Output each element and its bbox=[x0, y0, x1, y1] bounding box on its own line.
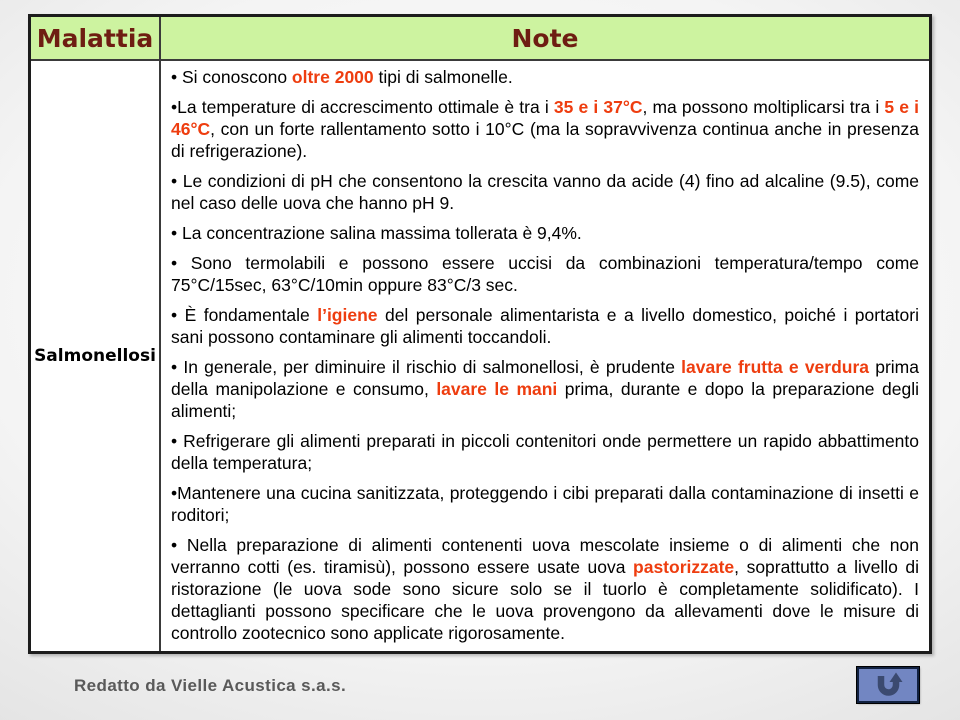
note-text: , ma possono moltiplicarsi tra i bbox=[642, 97, 885, 117]
note-paragraph bbox=[171, 170, 919, 214]
note-highlight-text: 5 e i 46°C bbox=[171, 97, 919, 139]
note-paragraph bbox=[171, 356, 919, 422]
note-text: •Mantenere una cucina sanitizzata, proteggendo i cibi preparati dalla contaminazione di insetti e roditori; bbox=[171, 483, 919, 525]
note-text: • In generale, per diminuire il rischio di salmonellosi, è prudente bbox=[171, 357, 682, 377]
table-header-row bbox=[31, 17, 929, 61]
note-paragraph bbox=[171, 482, 919, 526]
note-highlight-text: l’igiene bbox=[317, 305, 378, 325]
note-highlight-text: lavare le mani bbox=[436, 379, 558, 399]
footer-credit: Redatto da Vielle Acustica s.a.s. bbox=[74, 676, 347, 695]
disease-cell: Salmonellosi bbox=[31, 61, 161, 651]
back-button[interactable] bbox=[857, 667, 919, 703]
note-paragraph bbox=[171, 222, 919, 244]
header-cell-malattia: Malattia bbox=[31, 17, 161, 59]
note-text: • Le condizioni di pH che consentono la crescita vanno da acide (4) fino ad alcaline (9.5), come nel caso delle uova che hanno pH 9. bbox=[171, 171, 919, 213]
disease-notes-table bbox=[28, 14, 932, 654]
note-text: del personale alimentarista e a livello domestico, poiché i portatori sani possono contaminare gli alimenti toccandoli. bbox=[171, 305, 919, 347]
note-paragraph bbox=[171, 252, 919, 296]
note-text: • Si conoscono bbox=[171, 67, 292, 87]
note-text: •La temperature di accrescimento ottimale è tra i bbox=[171, 97, 554, 117]
table-body-row bbox=[31, 61, 929, 651]
note-paragraph bbox=[171, 430, 919, 474]
note-text: • Nella preparazione di alimenti contenenti uova mescolate insieme o di alimenti che non verranno cotti (es. tiramisù), possono essere usate uova bbox=[171, 535, 919, 577]
note-paragraph bbox=[171, 304, 919, 348]
note-paragraph bbox=[171, 66, 919, 88]
note-text: tipi di salmonelle. bbox=[373, 67, 513, 87]
note-text: , con un forte rallentamento sotto i 10°C (ma la sopravvivenza continua anche in presenza di refrigerazione). bbox=[171, 119, 919, 161]
note-text: prima della manipolazione e consumo, bbox=[171, 357, 919, 399]
note-text: prima, durante e dopo la preparazione degli alimenti; bbox=[171, 379, 919, 421]
header-cell-note: Note bbox=[511, 23, 579, 53]
note-highlight-text: 35 e i 37°C bbox=[553, 97, 643, 117]
u-turn-arrow-icon bbox=[869, 671, 907, 699]
notes-cell bbox=[161, 61, 929, 651]
note-highlight-text: lavare frutta e verdura bbox=[681, 357, 870, 377]
note-text: , soprattutto a livello di ristorazione (le uova sode sono sicure solo se il tuorlo è completamente solidificato). I dettaglianti possono specificare che le uova provengono da allevamenti dove le misure di controllo zootecnico sono applicate rigorosamente. bbox=[171, 557, 919, 643]
note-paragraph bbox=[171, 96, 919, 162]
note-text: • Sono termolabili e possono essere uccisi da combinazioni temperatura/tempo come 75°C/15sec, 63°C/10min oppure 83°C/3 sec. bbox=[171, 253, 919, 295]
note-highlight-text: pastorizzate bbox=[633, 557, 735, 577]
note-highlight-text: oltre 2000 bbox=[291, 67, 374, 87]
note-paragraph bbox=[171, 534, 919, 644]
note-text: • La concentrazione salina massima tollerata è 9,4%. bbox=[171, 223, 582, 243]
note-text: • Refrigerare gli alimenti preparati in piccoli contenitori onde permettere un rapido abbattimento della temperatura; bbox=[171, 431, 919, 473]
note-text: • È fondamentale bbox=[171, 305, 318, 325]
